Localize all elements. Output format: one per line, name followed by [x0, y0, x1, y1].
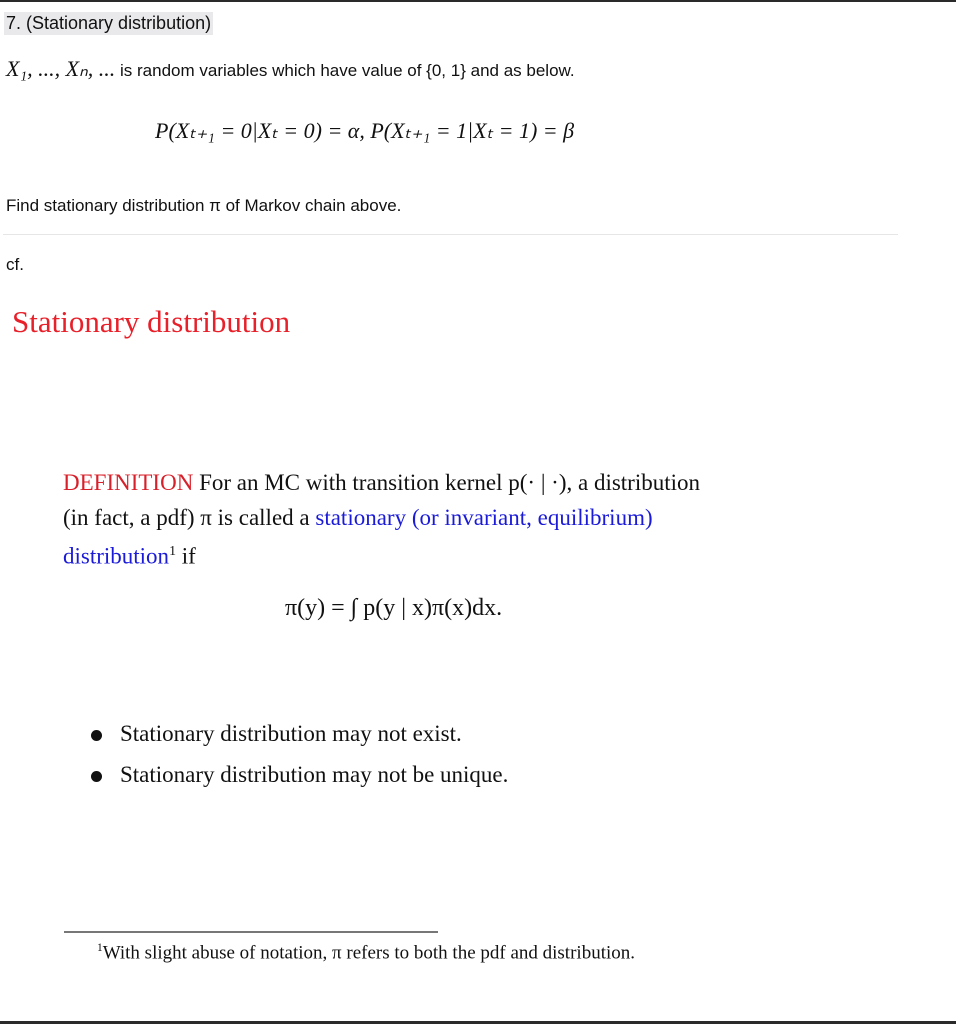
- reference-heading: Stationary distribution: [12, 304, 291, 339]
- definition-line-3: [63, 534, 196, 574]
- bullet-icon: [91, 771, 102, 782]
- definition-text-3: if: [175, 543, 196, 569]
- stationary-formula: π(y) = ∫ p(y | x)π(x)dx.: [285, 595, 503, 621]
- definition-text-1: For an MC with transition kernel p(· | ·), a distribution: [193, 470, 701, 495]
- bullet-icon: [91, 730, 102, 741]
- divider: [3, 234, 898, 235]
- definition-label: DEFINITION: [63, 470, 194, 495]
- problem-question: Find stationary distribution π of Markov chain above.: [6, 196, 402, 215]
- definition-term: stationary (or invariant, equilibrium): [315, 505, 653, 530]
- cf-label: cf.: [6, 255, 24, 274]
- definition-text-2: (in fact, a pdf) π is called a: [63, 505, 316, 530]
- definition-term-2: distribution: [63, 543, 170, 569]
- footnote-text: With slight abuse of notation, π refers to both the pdf and distribution.: [102, 942, 635, 964]
- transition-equation: P(Xₜ₊₁ = 0|Xₜ = 0) = α, P(Xₜ₊₁ = 1|Xₜ = 1) = β: [155, 118, 575, 143]
- definition-line-2: [63, 501, 653, 535]
- intro-math: X₁, ..., Xₙ, ...: [6, 56, 116, 81]
- footnote-ref: 1: [169, 543, 176, 558]
- top-border: [0, 0, 956, 2]
- bullet-item: Stationary distribution may not be unique.: [120, 762, 509, 787]
- definition-line-1: [63, 466, 700, 500]
- bullet-item: Stationary distribution may not exist.: [120, 721, 462, 746]
- problem-title: 7. (Stationary distribution): [6, 13, 212, 33]
- intro-text: is random variables which have value of {0, 1} and as below.: [115, 61, 575, 80]
- footnote-mark: 1: [97, 942, 103, 954]
- footnote: [97, 942, 635, 964]
- problem-intro: [6, 56, 575, 82]
- footnote-rule: [64, 931, 438, 933]
